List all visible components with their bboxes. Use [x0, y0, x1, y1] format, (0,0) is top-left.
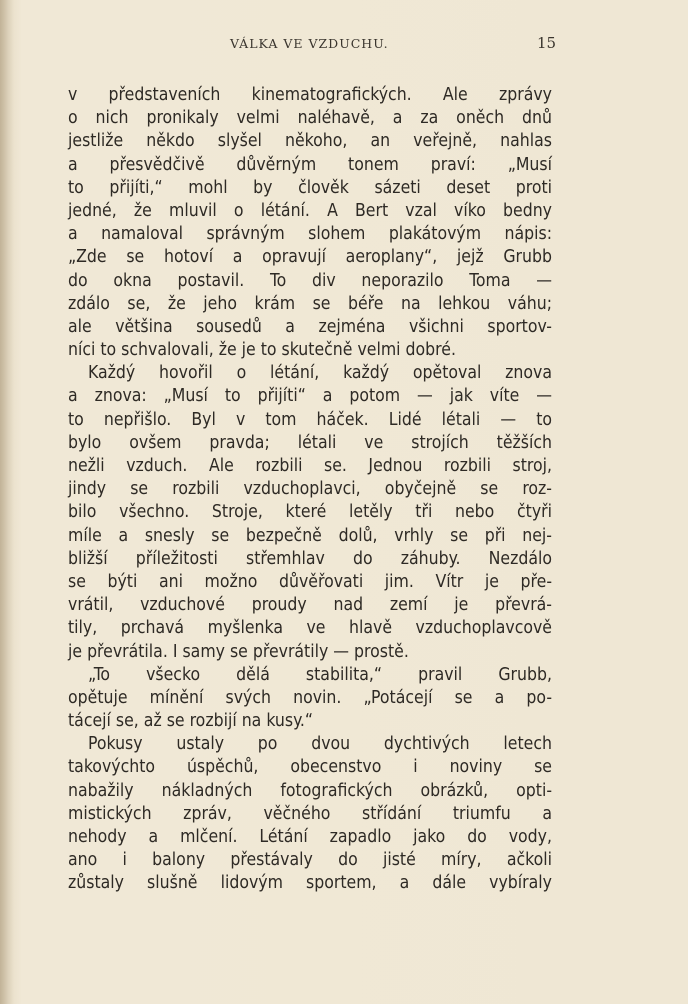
gutter-shadow: [0, 0, 14, 1004]
running-head-title: VÁLKA VE VZDUCHU.: [230, 36, 389, 51]
text-line: ano i balony přestávaly do jisté míry, ačkoli: [68, 850, 552, 871]
text-line: zdálo se, že jeho krám se béře na lehkou váhu;: [68, 293, 552, 314]
body-text: [68, 84, 552, 896]
text-line: nežli vzduch. Ale rozbili se. Jednou rozbili stroj,: [68, 456, 552, 476]
text-line: zůstaly slušně lidovým sportem, a dále vybíraly: [68, 873, 552, 894]
text-line: „Zde se hotoví a opravují aeroplany“, jejž Grubb: [68, 247, 552, 268]
text-line: jedné, že mluvil o létání. A Bert vzal víko bedny: [68, 200, 552, 221]
text-line: a namaloval správným slohem plakátovým nápis:: [68, 224, 552, 245]
text-line: míle a snesly se bezpečně dolů, vrhly se při nej-: [68, 525, 552, 546]
text-line: níci to schvalovali, že je to skutečně velmi dobré.: [68, 340, 456, 361]
paragraph: [68, 84, 552, 362]
text-line: bilo všechno. Stroje, které letěly tři nebo čtyři: [68, 502, 552, 523]
text-line: to přijíti,“ mohl by člověk sázeti deset proti: [68, 177, 552, 198]
text-line: ale většina sousedů a zejména všichni sportov-: [68, 316, 552, 337]
text-line: a znova: „Musí to přijíti“ a potom — jak víte —: [68, 386, 552, 407]
text-line: takovýchto úspěchů, obecenstvo i noviny se: [68, 757, 552, 778]
text-line: nehody a mlčení. Létání zapadlo jako do vody,: [68, 827, 552, 847]
text-line: do okna postavil. To div neporazilo Toma —: [68, 270, 552, 291]
text-line: nabažily nákladných fotografických obrázků, opti-: [68, 780, 552, 801]
paragraph: [68, 664, 552, 734]
text-line: je převrátila. I samy se převrátily — prostě.: [68, 641, 409, 662]
text-line: vrátil, vzduchové proudy nad zemí je převrá-: [68, 595, 552, 616]
text-line: jindy se rozbili vzduchoplavci, obyčejně se roz-: [68, 479, 552, 500]
text-line: mistických zpráv, věčného střídání triumfu a: [68, 803, 552, 824]
text-line: a přesvědčivě důvěrným tonem praví: „Musí: [68, 154, 552, 175]
text-line: v představeních kinematografických. Ale zprávy: [68, 85, 552, 105]
text-line: tily, prchavá myšlenka ve hlavě vzduchoplavcově: [68, 618, 552, 639]
text-line: jestliže někdo slyšel někoho, an veřejně, nahlas: [68, 131, 552, 152]
paragraph: [68, 733, 552, 895]
text-line: se býti ani možno důvěřovati jim. Vítr je pře-: [68, 571, 552, 592]
page-number: 15: [537, 34, 557, 52]
text-line: tácejí se, až se rozbijí na kusy.“: [68, 711, 314, 732]
paragraph: [68, 362, 552, 663]
text-line: Každý hovořil o létání, každý opětoval znova: [88, 363, 552, 384]
text-line: o nich pronikaly velmi naléhavě, a za oněch dnů: [68, 108, 552, 129]
text-line: „To všecko dělá stabilita,“ pravil Grubb,: [88, 664, 552, 685]
text-line: bylo ovšem pravda; létali ve strojích těžších: [68, 432, 552, 453]
text-line: opětuje mínění svých novin. „Potácejí se a po-: [68, 687, 552, 708]
text-line: bližší příležitosti střemhlav do záhuby. Nezdálo: [68, 548, 552, 569]
running-head: [0, 34, 688, 54]
text-line: Pokusy ustaly po dvou dychtivých letech: [88, 734, 552, 755]
text-line: to nepřišlo. Byl v tom háček. Lidé létali — to: [68, 409, 552, 430]
